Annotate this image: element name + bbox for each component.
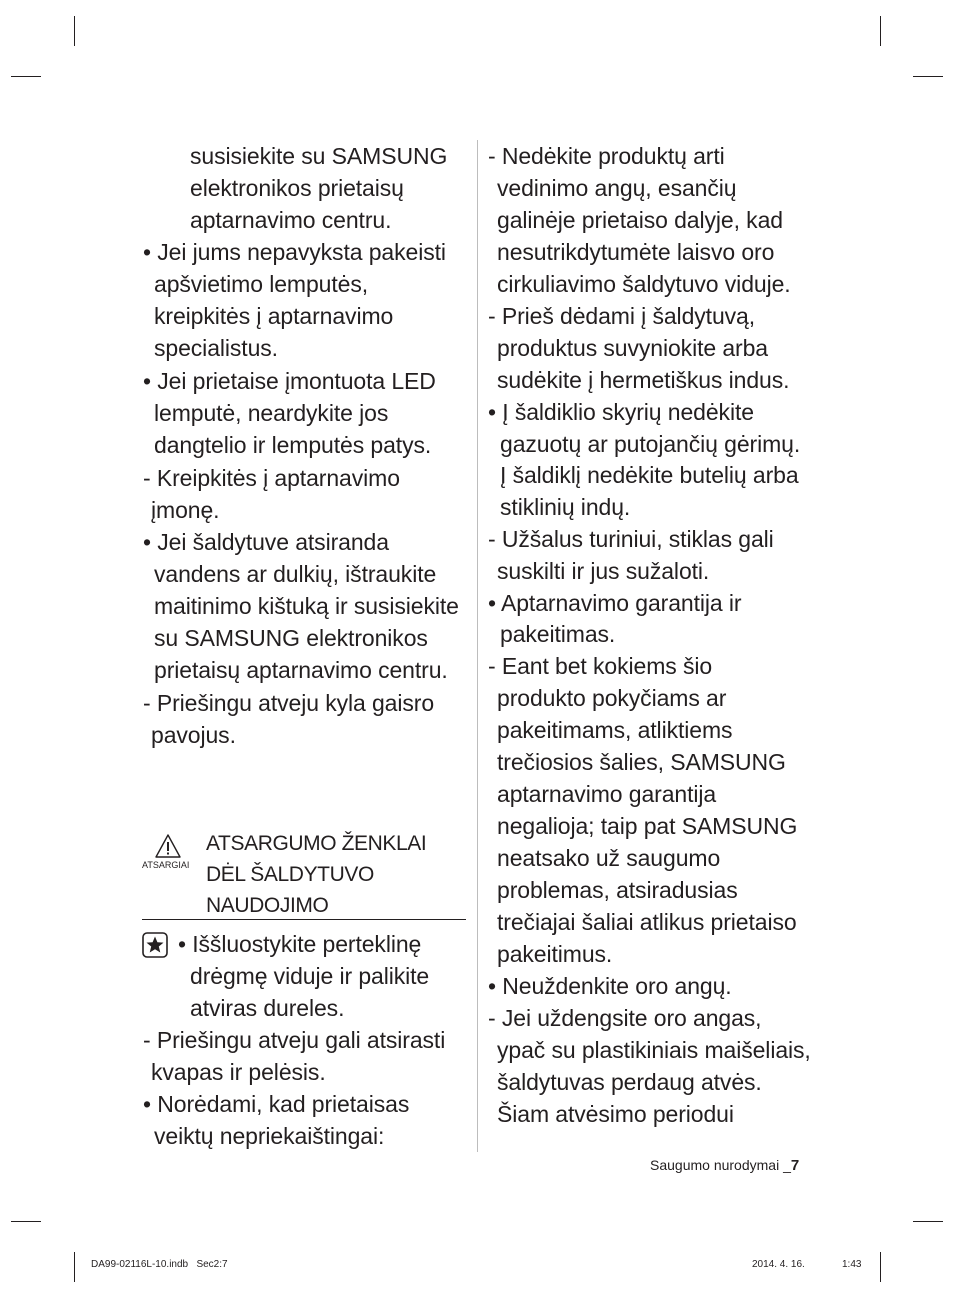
text-line: suskilti ir jus sužaloti. [497, 558, 710, 584]
text-line: aptarnavimo centru. [190, 207, 392, 233]
bullet-item: • Jei jums nepavyksta pakeisti [143, 239, 446, 265]
text-line: Šiam atvėsimo periodui [497, 1101, 734, 1127]
text-line: trečiosios šalies, SAMSUNG [497, 749, 786, 775]
crop-mark-top-left-vertical [74, 16, 75, 46]
dash-item: - Jei uždengsite oro angas, [488, 1005, 762, 1031]
crop-mark-bottom-left-vertical [74, 1252, 75, 1282]
section-heading: NAUDOJIMO [206, 894, 329, 917]
text-line: ypač su plastikiniais maišeliais, [497, 1037, 811, 1063]
text-line: sudėkite į hermetiškus indus. [497, 367, 790, 393]
text-line: dangtelio ir lemputės patys. [154, 432, 432, 458]
crop-mark-bottom-left-horizontal [11, 1221, 41, 1222]
warning-label: ATSARGIAI [142, 860, 190, 870]
text-line: pavojus. [151, 722, 236, 748]
text-line: veiktų nepriekaištingai: [154, 1123, 385, 1149]
imprint-file: DA99-02116L-10.indb Sec2:7 [91, 1259, 228, 1270]
dash-item: - Nedėkite produktų arti [488, 143, 725, 169]
page-footer [650, 1156, 799, 1175]
text-line: specialistus. [154, 335, 278, 361]
dash-item: - Prieš dėdami į šaldytuvą, [488, 303, 756, 329]
star-tip-icon [142, 932, 168, 958]
text-line: maitinimo kištuką ir susisiekite [154, 593, 459, 619]
text-line: kvapas ir pelėsis. [151, 1059, 326, 1085]
crop-mark-top-left-horizontal [11, 76, 41, 77]
dash-item: - Eant bet kokiems šio [488, 653, 713, 679]
dash-item: - Kreipkitės į aptarnavimo [143, 465, 400, 491]
text-line: stiklinių indų. [500, 494, 631, 520]
text-line: nesutrikdytumėte laisvo oro [497, 239, 775, 265]
text-line: elektronikos prietaisų [190, 175, 404, 201]
bullet-item: • Jei šaldytuve atsiranda [143, 529, 389, 555]
dash-item: - Priešingu atveju gali atsirasti [143, 1027, 446, 1053]
text-line: Į šaldiklį nedėkite butelių arba [500, 462, 799, 488]
text-line: negalioja; taip pat SAMSUNG [497, 813, 798, 839]
crop-mark-bottom-right-horizontal [913, 1221, 943, 1222]
text-line: pakeitimams, atliktiems [497, 717, 733, 743]
text-line: vedinimo angų, esančių [497, 175, 737, 201]
heading-divider [142, 919, 466, 920]
text-line: problemas, atsiradusias [497, 877, 738, 903]
text-line: lemputė, neardykite jos [154, 400, 389, 426]
footer-section-title: Saugumo nurodymai _ [650, 1157, 791, 1173]
crop-mark-top-right-vertical [880, 16, 881, 46]
text-line: neatsako už saugumo [497, 845, 721, 871]
bullet-item: • Jei prietaise įmontuota LED [143, 368, 436, 394]
dash-item: - Priešingu atveju kyla gaisro [143, 690, 435, 716]
text-line: prietaisų aptarnavimo centru. [154, 657, 448, 683]
text-line: pakeitimas. [500, 621, 616, 647]
text-line: vandens ar dulkių, ištraukite [154, 561, 437, 587]
bullet-item: • Į šaldiklio skyrių nedėkite [488, 399, 754, 425]
page-number: 7 [790, 1157, 800, 1174]
text-line: kreipkitės į aptarnavimo [154, 303, 394, 329]
imprint-time: 1:43 [842, 1259, 862, 1270]
text-line: galinėje prietaiso dalyje, kad [497, 207, 783, 233]
section-heading: DĖL ŠALDYTUVO [206, 863, 374, 886]
section-heading: ATSARGUMO ŽENKLAI [206, 832, 427, 855]
text-line: gazuotų ar putojančių gėrimų. [500, 431, 801, 457]
text-line: apšvietimo lemputės, [154, 271, 369, 297]
text-line: produkto pokyčiams ar [497, 685, 727, 711]
column-divider [477, 140, 478, 1152]
text-line: aptarnavimo garantija [497, 781, 717, 807]
bullet-item: • Iššluostykite perteklinę [178, 931, 422, 957]
text-line: cirkuliavimo šaldytuvo viduje. [497, 271, 791, 297]
text-line: atviras dureles. [190, 995, 345, 1021]
text-line: šaldytuvas perdaug atvės. [497, 1069, 762, 1095]
bullet-item: • Neuždenkite oro angų. [488, 973, 732, 999]
crop-mark-bottom-right-vertical [880, 1252, 881, 1282]
dash-item: - Užšalus turiniui, stiklas gali [488, 526, 774, 552]
text-line: įmonę. [151, 497, 220, 523]
text-line: pakeitimus. [497, 941, 613, 967]
crop-mark-top-right-horizontal [913, 76, 943, 77]
imprint-date: 2014. 4. 16. [752, 1259, 805, 1270]
bullet-item: • Aptarnavimo garantija ir [488, 590, 742, 616]
text-line: trečiajai šaliai atlikus prietaiso [497, 909, 797, 935]
text-line: produktus suvyniokite arba [497, 335, 768, 361]
bullet-item: • Norėdami, kad prietaisas [143, 1091, 410, 1117]
warning-triangle-icon [154, 833, 182, 859]
text-line: drėgmę viduje ir palikite [190, 963, 430, 989]
text-line: susisiekite su SAMSUNG [190, 143, 448, 169]
text-line: su SAMSUNG elektronikos [154, 625, 428, 651]
